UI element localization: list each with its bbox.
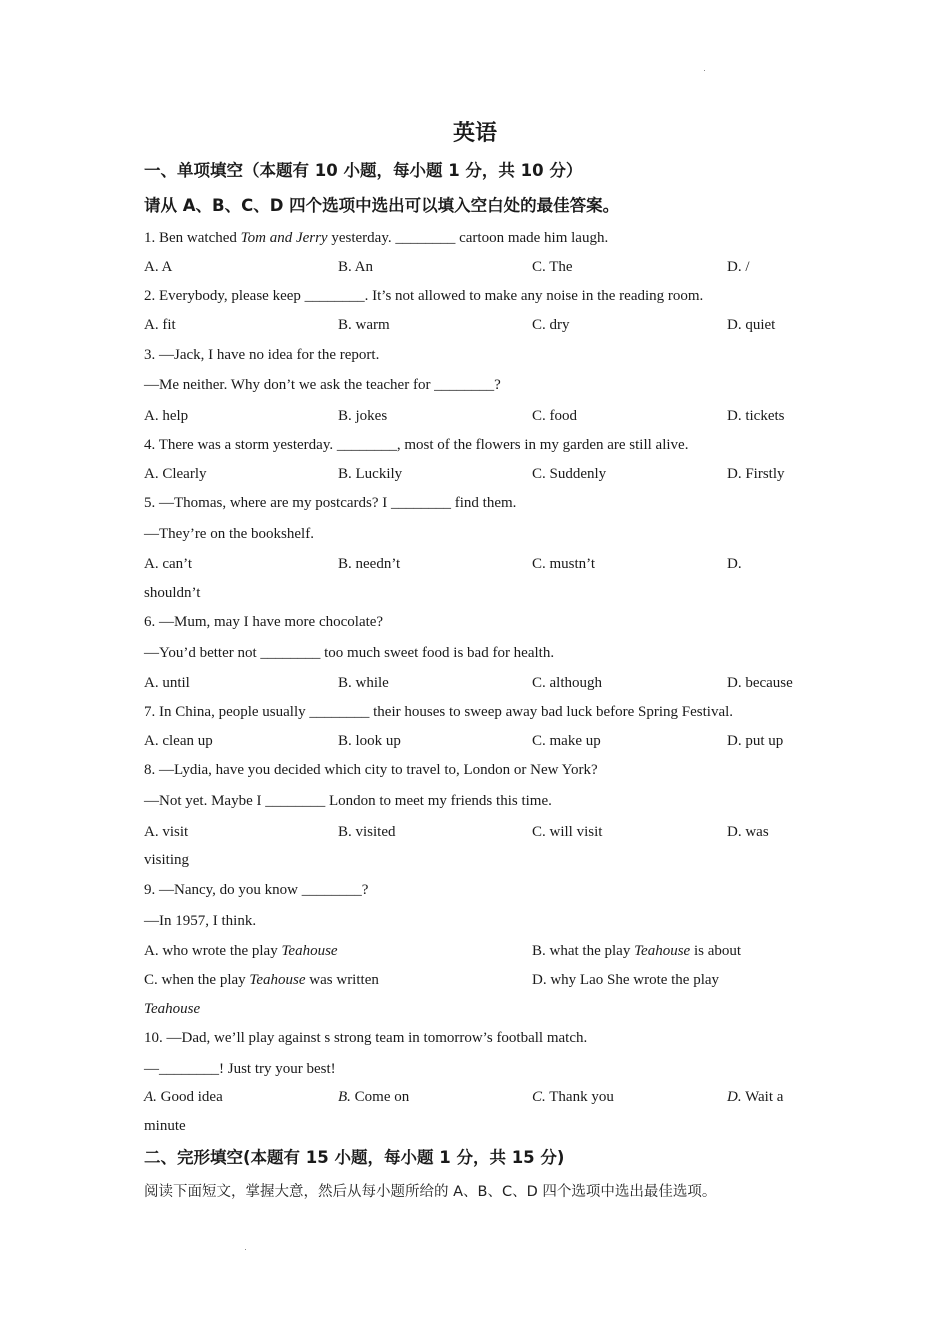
question-2: 2. Everybody, please keep ________. It’s not allowed to make any noise in the reading room. — [144, 288, 704, 304]
q5-option-d-wrap: shouldn’t — [144, 585, 201, 601]
section1-heading: 一、单项填空（本题有 10 小题，每小题 1 分，共 10 分） — [144, 161, 583, 180]
q8-option-a: A. visit — [144, 824, 189, 840]
q7-option-a: A. clean up — [144, 733, 213, 749]
q2-option-d: D. quiet — [727, 317, 776, 333]
page-title: 英语 — [452, 121, 497, 146]
q9-option-d-wrap: Teahouse — [144, 1001, 201, 1017]
q8-option-b: B. visited — [338, 824, 396, 840]
q6-option-a: A. until — [144, 675, 190, 691]
q6-option-c: C. although — [532, 675, 602, 691]
q10-option-d-wrap: minute — [144, 1118, 186, 1134]
q3-option-c: C. food — [532, 408, 577, 424]
q1-option-a: A. A — [144, 259, 173, 275]
q1-option-b: B. An — [338, 259, 374, 275]
question-9-line1: 9. —Nancy, do you know ________? — [144, 882, 369, 898]
q8-option-d: D. was — [727, 824, 769, 840]
q10-option-d: D. Wait a — [727, 1089, 784, 1105]
q4-option-b: B. Luckily — [338, 466, 403, 482]
question-6-line1: 6. —Mum, may I have more chocolate? — [144, 614, 384, 630]
section2-instruction: 阅读下面短文，掌握大意，然后从每小题所给的 A、B、C、D 四个选项中选出最佳选项。 — [144, 1184, 717, 1200]
q4-option-d: D. Firstly — [727, 466, 785, 482]
q1-option-d: D. / — [727, 259, 750, 275]
section2-heading: 二、完形填空(本题有 15 小题，每小题 1 分，共 15 分) — [144, 1148, 565, 1167]
q6-option-b: B. while — [338, 675, 389, 691]
q9-option-d: D. why Lao She wrote the play — [532, 972, 720, 988]
q5-option-c: C. mustn’t — [532, 556, 596, 572]
q10-option-a: A. Good idea — [144, 1089, 223, 1105]
question-6-line2: —You’d better not ________ too much sweet food is bad for health. — [144, 645, 555, 661]
q4-option-a: A. Clearly — [144, 466, 207, 482]
question-9-line2: —In 1957, I think. — [144, 913, 257, 929]
page-mark — [245, 1249, 246, 1250]
q1-option-c: C. The — [532, 259, 573, 275]
question-8-line1: 8. —Lydia, have you decided which city to travel to, London or New York? — [144, 762, 598, 778]
q5-option-b: B. needn’t — [338, 556, 401, 572]
q3-option-a: A. help — [144, 408, 189, 424]
q7-option-c: C. make up — [532, 733, 601, 749]
question-5-line1: 5. —Thomas, where are my postcards? I ________ find them. — [144, 495, 517, 511]
q5-option-d: D. — [727, 556, 742, 572]
question-5-line2: —They’re on the bookshelf. — [144, 526, 314, 542]
q7-option-d: D. put up — [727, 733, 784, 749]
q2-option-c: C. dry — [532, 317, 570, 333]
page-mark — [704, 70, 705, 71]
section1-instruction: 请从 A、B、C、D 四个选项中选出可以填入空白处的最佳答案。 — [144, 196, 620, 215]
q9-option-a: A. who wrote the play Teahouse — [144, 943, 338, 959]
question-7: 7. In China, people usually ________ their houses to sweep away bad luck before Spring Festival. — [144, 704, 734, 720]
q2-option-a: A. fit — [144, 317, 176, 333]
q8-option-c: C. will visit — [532, 824, 603, 840]
q4-option-c: C. Suddenly — [532, 466, 607, 482]
question-1: 1. Ben watched Tom and Jerry yesterday. ________ cartoon made him laugh. — [144, 230, 609, 246]
question-8-line2: —Not yet. Maybe I ________ London to meet my friends this time. — [144, 793, 552, 809]
question-3-line2: —Me neither. Why don’t we ask the teacher for ________? — [144, 377, 501, 393]
q3-option-b: B. jokes — [338, 408, 388, 424]
q9-option-b: B. what the play Teahouse is about — [532, 943, 742, 959]
question-4: 4. There was a storm yesterday. ________, most of the flowers in my garden are still alive. — [144, 437, 689, 453]
question-3-line1: 3. —Jack, I have no idea for the report. — [144, 347, 380, 363]
question-10-line2: —________! Just try your best! — [144, 1061, 336, 1077]
q6-option-d: D. because — [727, 675, 793, 691]
question-10-line1: 10. —Dad, we’ll play against s strong team in tomorrow’s football match. — [144, 1030, 588, 1046]
q5-option-a: A. can’t — [144, 556, 193, 572]
q9-option-c: C. when the play Teahouse was written — [144, 972, 379, 988]
q2-option-b: B. warm — [338, 317, 390, 333]
q3-option-d: D. tickets — [727, 408, 785, 424]
q7-option-b: B. look up — [338, 733, 401, 749]
q10-option-b: B. Come on — [338, 1089, 410, 1105]
q8-option-d-wrap: visiting — [144, 852, 190, 868]
q10-option-c: C. Thank you — [532, 1089, 614, 1105]
